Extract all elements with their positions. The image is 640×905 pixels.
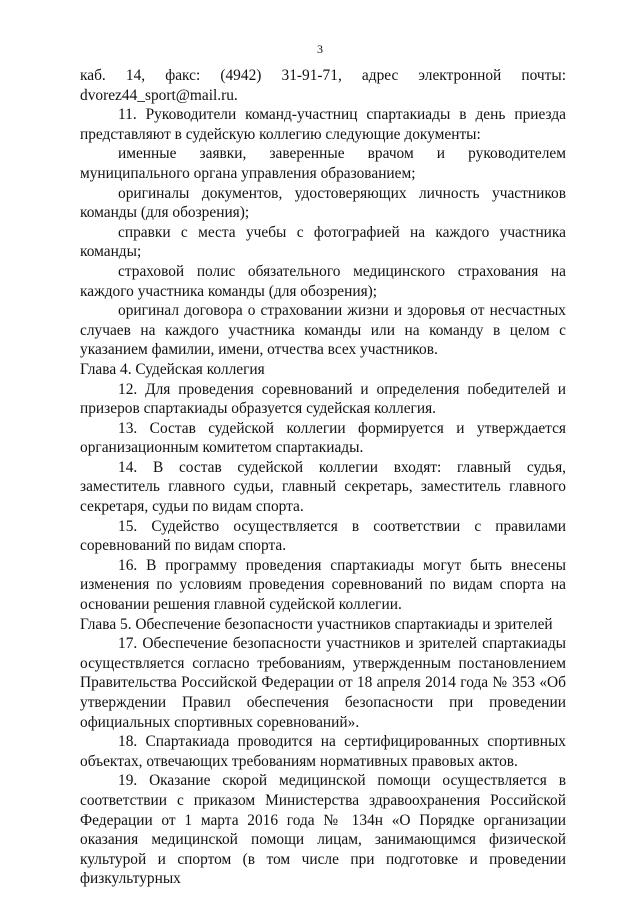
paragraph-17: 17. Обеспечение безопасности участников и зрителей спартакиады осуществляется согласно требованиям, утвержденным постановлением Правительства Российской Федерации от 18 апреля 2014 года № 353 «Об утверждении Правил обеспечения безопасности при проведении официальных спортивных соревнований».: [80, 635, 566, 731]
chapter-5-heading: Глава 5. Обеспечение безопасности участников спартакиады и зрителей: [80, 615, 553, 633]
list-item-identity-documents: оригиналы документов, удостоверяющих личность участников команды (для обозрения);: [80, 184, 566, 222]
list-item-insurance-policy: страховой полис обязательного медицинского страхования на каждого участника команды (для обозрения);: [80, 262, 566, 300]
paragraph-email: dvorez44_sport@mail.ru.: [80, 86, 238, 104]
paragraph-18: 18. Спартакиада проводится на сертифицированных спортивных объектах, отвечающих требованиям нормативных правовых актов.: [80, 733, 566, 770]
chapter-4-heading: Глава 4. Судейская коллегия: [80, 360, 265, 378]
paragraph-contact-line: каб. 14, факс: (4942) 31-91-71, адрес электронной почты:: [80, 67, 566, 84]
list-item-applications: именные заявки, заверенные врачом и руководителем муниципального органа управления образованием;: [80, 145, 566, 182]
paragraph-11: 11. Руководители команд-участниц спартакиады в день приезда представляют в судейскую коллегию следующие документы:: [80, 106, 566, 143]
page-number: 3: [317, 42, 323, 56]
paragraph-16: 16. В программу проведения спартакиады могут быть внесены изменения по условиям проведения соревнований по видам спорта на основании решения главной судейской коллегии.: [80, 556, 566, 614]
paragraph-15: 15. Судейство осуществляется в соответствии с правилами соревнований по видам спорта.: [80, 517, 566, 555]
paragraph-14: 14. В состав судейской коллегии входят: главный судья, заместитель главного судьи, главный секретарь, заместитель главного секретаря, судьи по видам спорта.: [80, 458, 566, 516]
paragraph-19: 19. Оказание скорой медицинской помощи осуществляется в соответствии с приказом Министерства здравоохранения Российской Федерации от 1 марта 2016 года № 134н «О Порядке организации оказания медицинской помощи лицам, занимающимся физической культурой и спортом (в том числе при подготовке и проведении физкультурных: [80, 772, 566, 888]
paragraph-12: 12. Для проведения соревнований и определения победителей и призеров спартакиады образуется судейская коллегия.: [80, 380, 566, 418]
list-item-insurance-contract: оригинал договора о страховании жизни и здоровья от несчастных случаев на каждого участника команды или на команду в целом с указанием фамилии, имени, отчества всех участников.: [80, 302, 566, 359]
paragraph-13: 13. Состав судейской коллегии формируется и утверждается организационным комитетом спартакиады.: [80, 419, 566, 457]
list-item-school-certificates: справки с места учебы с фотографией на каждого участника команды;: [80, 223, 566, 261]
document-body: [80, 66, 566, 889]
